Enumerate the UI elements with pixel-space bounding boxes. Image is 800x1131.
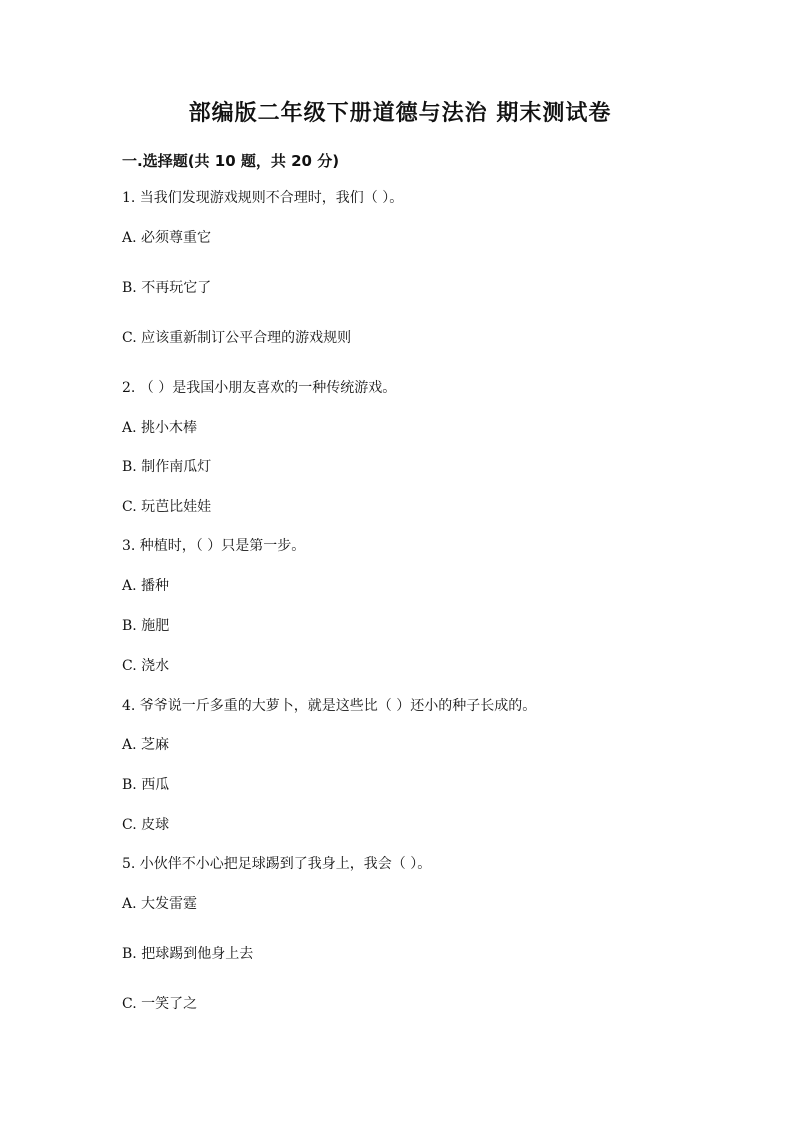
question-stem: 5. 小伙伴不小心把足球踢到了我身上，我会（ ）。	[122, 856, 432, 872]
question-option: A. 挑小木棒	[122, 420, 198, 436]
section-heading: 一.选择题(共 10 题，共 20 分)	[122, 152, 340, 170]
question-option: C. 玩芭比娃娃	[122, 499, 212, 515]
question-option: B. 不再玩它了	[122, 280, 212, 296]
question-option: B. 把球踢到他身上去	[122, 946, 254, 962]
page-title: 部编版二年级下册道德与法治 期末测试卷	[188, 101, 612, 126]
question-option: A. 播种	[122, 578, 170, 594]
question-stem: 1. 当我们发现游戏规则不合理时，我们（ ）。	[122, 190, 404, 206]
question-option: A. 芝麻	[122, 737, 170, 753]
question-option: A. 大发雷霆	[122, 896, 198, 912]
question-option: B. 制作南瓜灯	[122, 459, 212, 475]
question-option: C. 一笑了之	[122, 996, 198, 1012]
question-option: B. 西瓜	[122, 777, 170, 793]
question-stem: 3. 种植时，（ ）只是第一步。	[122, 538, 306, 554]
question-option: B. 施肥	[122, 618, 170, 634]
question-option: C. 皮球	[122, 817, 170, 833]
question-option: C. 应该重新制订公平合理的游戏规则	[122, 330, 352, 346]
question-stem: 4. 爷爷说一斤多重的大萝卜，就是这些比（ ）还小的种子长成的。	[122, 698, 537, 714]
question-stem: 2. （ ）是我国小朋友喜欢的一种传统游戏。	[122, 380, 397, 396]
question-option: C. 浇水	[122, 658, 170, 674]
question-option: A. 必须尊重它	[122, 230, 212, 246]
